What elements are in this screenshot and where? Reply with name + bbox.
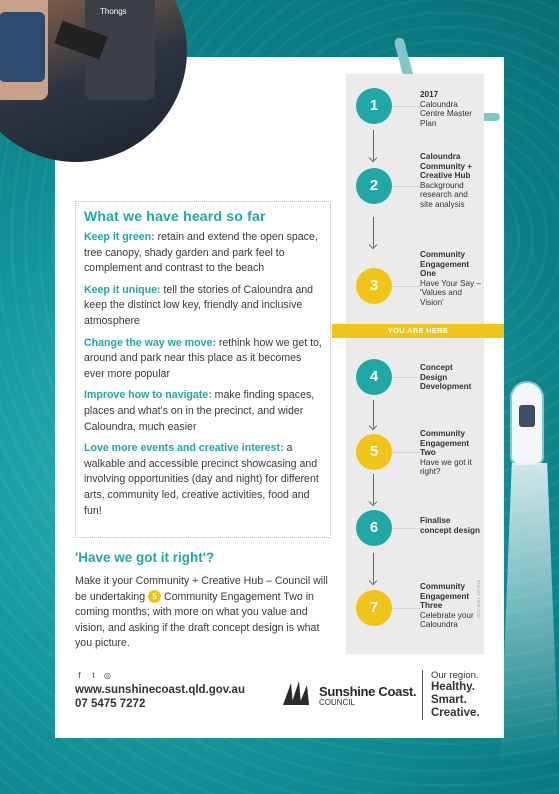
heard-item: Change the way we move: rethink how we get to, around and park near this place as it becomes ever more popular bbox=[84, 336, 322, 380]
step-1-circle: 1 bbox=[356, 88, 392, 124]
have-we-got-it-right-heading: 'Have we got it right'? bbox=[75, 550, 215, 565]
instagram-icon[interactable]: ◎ bbox=[104, 671, 111, 680]
tagline-line: Smart. bbox=[431, 694, 467, 706]
down-arrow-icon bbox=[373, 130, 374, 160]
down-arrow-icon bbox=[373, 400, 374, 428]
step-6-label: Finalise concept design bbox=[420, 516, 481, 535]
step-5-inline-badge: 5 bbox=[148, 590, 161, 603]
step-1-label: 2017 Caloundra Centre Master Plan bbox=[420, 90, 472, 128]
step-5-label: Community Engagement Two Have we got it right? bbox=[420, 429, 472, 476]
heard-item: Love more events and creative interest: a walkable and accessible precinct showcasing and involving opportunities (day and night) for different arts, community led, creative activities, food and fun! bbox=[84, 442, 319, 517]
step-7-circle: 7 bbox=[356, 590, 392, 626]
print-credit: SCC 6561 12/2018 bbox=[476, 579, 481, 618]
step-leader bbox=[393, 608, 420, 609]
step-6-circle: 6 bbox=[356, 510, 392, 546]
down-arrow-icon bbox=[373, 553, 374, 583]
heard-item: Improve how to navigate: make finding spaces, places and what's on in the precinct, and wider Caloundra, much easier bbox=[84, 389, 315, 433]
council-logo-sub: COUNCIL bbox=[319, 698, 356, 707]
step-3-circle: 3 bbox=[356, 268, 392, 304]
step-4-circle: 4 bbox=[356, 359, 392, 395]
have-we-got-it-right-body: Make it your Community + Creative Hub – Council will be undertaking 5 Community Engagement Two in coming months; with more on what you value and vision, and asking if the draft concept design is what you picture. bbox=[75, 575, 328, 650]
step-leader bbox=[393, 528, 420, 529]
you-are-here-banner: YOU ARE HERE bbox=[332, 324, 504, 338]
what-we-heard-title: What we have heard so far bbox=[84, 208, 266, 224]
step-2-circle: 2 bbox=[356, 168, 392, 204]
down-arrow-icon bbox=[373, 217, 374, 247]
step-4-label: Concept Design Development bbox=[420, 363, 472, 391]
person-woman bbox=[0, 0, 48, 100]
council-logo-mark-icon bbox=[281, 677, 317, 707]
boat-image bbox=[512, 383, 542, 463]
step-2-label: Caloundra Community + Creative Hub Background research and site analysis bbox=[420, 152, 473, 209]
tagline-line: Healthy. bbox=[431, 681, 475, 693]
tagline-line: Our region. bbox=[431, 670, 479, 681]
what-we-heard-box bbox=[75, 201, 331, 538]
step-leader bbox=[393, 452, 420, 453]
contact-block bbox=[75, 671, 245, 710]
phone-number: 07 5475 7272 bbox=[75, 698, 146, 710]
region-tagline bbox=[422, 670, 480, 720]
tagline-line: Creative. bbox=[431, 707, 480, 719]
step-7-label: Community Engagement Three Celebrate your Caloundra bbox=[420, 582, 474, 629]
step-leader bbox=[393, 377, 420, 378]
heard-item: Keep it unique: tell the stories of Caloundra and keep the distinct low key, friendly and inclusive atmosphere bbox=[84, 283, 314, 327]
timeline-steps bbox=[346, 74, 484, 654]
social-icons bbox=[75, 671, 245, 680]
down-arrow-icon bbox=[373, 474, 374, 504]
twitter-icon[interactable]: t bbox=[92, 671, 95, 680]
website-link[interactable]: www.sunshinecoast.qld.gov.au bbox=[75, 684, 245, 696]
step-leader bbox=[393, 186, 420, 187]
content-card bbox=[55, 57, 504, 738]
step-leader bbox=[393, 106, 420, 107]
step-5-circle: 5 bbox=[356, 434, 392, 470]
facebook-icon[interactable]: f bbox=[78, 671, 81, 680]
step-3-label: Community Engagement One Have Your Say – 'Values and Vision' bbox=[420, 250, 481, 307]
council-logo bbox=[281, 677, 416, 707]
council-logo-name: Sunshine Coast. bbox=[319, 684, 417, 699]
tent-sign: Thongs bbox=[100, 7, 127, 16]
heard-item: Keep it green: retain and extend the open space, tree canopy, shady garden and park feel to complement and contrast to the beach bbox=[84, 231, 318, 275]
step-leader bbox=[393, 286, 420, 287]
